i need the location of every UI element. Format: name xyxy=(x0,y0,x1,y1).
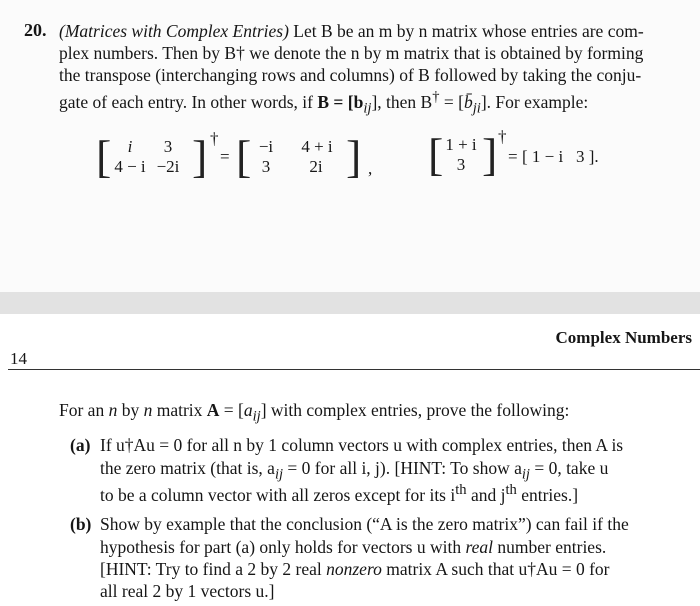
part-b-label: (b) xyxy=(70,514,92,534)
running-head: Complex Numbers xyxy=(555,328,692,347)
matrix-cell: 4 − i xyxy=(114,157,146,176)
page-number: 14 xyxy=(10,349,27,368)
comma: , xyxy=(368,159,373,178)
matrix-cell: 2i xyxy=(309,157,323,176)
part-b-line-1: Show by example that the conclusion (“A is the zero matrix”) can fail if the xyxy=(100,514,629,534)
right-bracket: ] xyxy=(482,129,498,180)
left-bracket: [ xyxy=(428,129,444,180)
intro-line: For an n by n matrix $A = [a_{ij}]$ with complex entries, prove the following: xyxy=(59,400,570,425)
problem-line-4: gate of each entry. In other words, if $B = [b_{ij}]$, then $B^\dagger = [b̄_{ji}]$. For example: xyxy=(59,89,589,117)
page-gutter xyxy=(0,292,700,314)
part-b-line-2: hypothesis for part (a) only holds for vectors u with real number entries. xyxy=(100,537,607,557)
matrix-cell: 3 xyxy=(456,155,466,174)
matrix-cell: i xyxy=(127,137,133,156)
problem-title: (Matrices with Complex Entries) xyxy=(59,21,289,41)
part-a-line-3: to be a column vector with all zeros except for its $i^{th}$ and $j^{th}$ entries.] xyxy=(100,482,579,505)
part-b-line-4: all real 2 by 1 vectors u.] xyxy=(100,581,275,601)
right-bracket: ] xyxy=(346,131,362,182)
matrix-cell: −2i xyxy=(156,157,180,176)
problem-line-3: the transpose (interchanging rows and columns) of B followed by taking the conju- xyxy=(59,65,642,85)
dagger-symbol: † xyxy=(498,127,507,146)
part-a-label: (a) xyxy=(70,435,91,455)
equals-sign: = xyxy=(220,147,230,166)
equals-sign: = xyxy=(508,147,518,166)
right-bracket: ] xyxy=(192,131,208,182)
left-bracket: [ xyxy=(96,131,112,182)
matrix-cell: 3 xyxy=(163,137,173,156)
part-b-line-3: [HINT: Try to find a 2 by 2 real nonzero matrix A such that u†Au = 0 for xyxy=(100,559,610,579)
example-matrices xyxy=(96,127,676,186)
matrix-cell: 3 xyxy=(261,157,271,176)
problem-number: 20. xyxy=(24,20,47,40)
left-bracket: [ xyxy=(236,131,252,182)
matrix-cell: −i xyxy=(258,137,274,156)
problem-text-1: Let B be an m by n matrix whose entries are com- xyxy=(293,21,644,41)
matrix-cell: 4 + i xyxy=(301,137,333,156)
header-rule xyxy=(8,369,700,370)
dagger-symbol: † xyxy=(210,129,219,148)
row-vector-result: [ 1 − i 3 ]. xyxy=(522,147,599,166)
part-a-line-1: If u†Au = 0 for all n by 1 column vectors u with complex entries, then A is xyxy=(100,435,624,455)
part-a-line-2: the zero matrix (that is, $a_{ij} = 0$ for all i, j). [HINT: To show $a_{ij} = 0$, take u xyxy=(100,458,609,483)
problem-line-1 xyxy=(59,20,687,42)
matrix-cell: 1 + i xyxy=(445,135,477,154)
problem-line-2: plex numbers. Then by B† we denote the n by m matrix that is obtained by forming xyxy=(59,43,644,63)
